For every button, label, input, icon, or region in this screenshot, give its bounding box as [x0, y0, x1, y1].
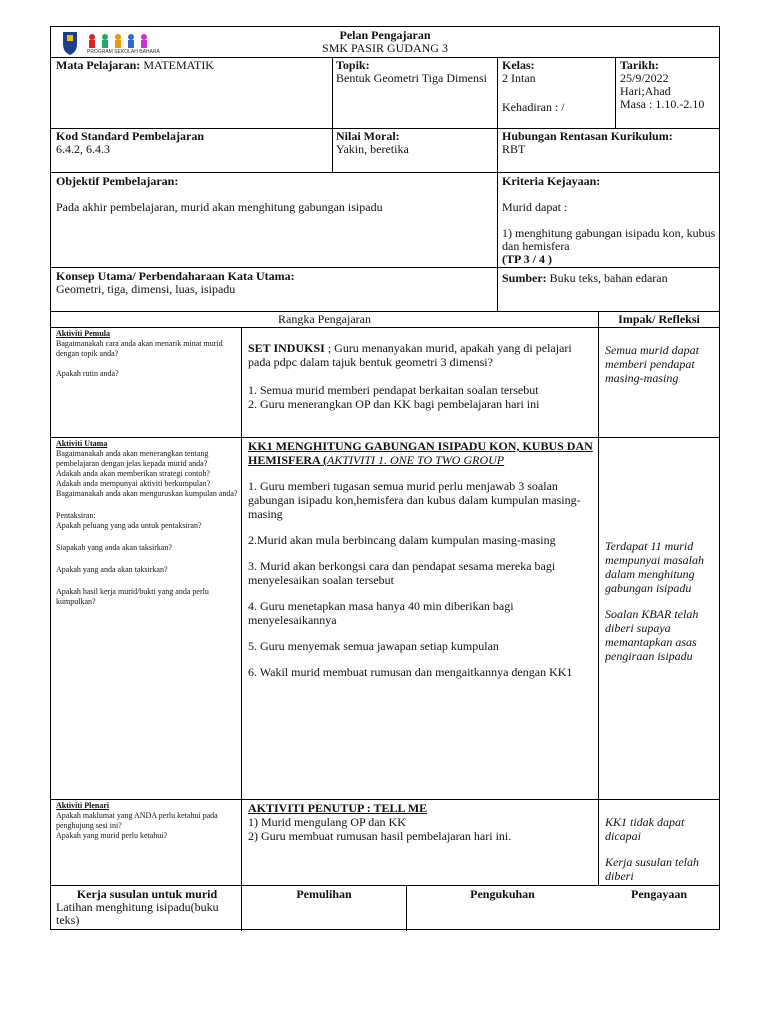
reinforce-heading: Pengukuhan: [470, 888, 535, 901]
enrich-heading: Pengayaan: [630, 888, 687, 901]
main-guide: Aktiviti Utama Bagaimanakah anda akan menerangkan tentang pembelajaran dengan jelas kepada murid anda? Adakah anda akan memberikan strategi contoh? Adakah anda mempunyai aktiviti berkumpulan? Bagaimanakah anda akan menguruskan kumpulan anda? Pentaksiran: Apakah peluang yang ada untuk pentaksiran? Siapakah yang anda akan taksirkan? Apakah yang anda akan taksirkan? Apakah hasil kerja murid/bukti yang anda perlu kumpulkan?: [56, 439, 238, 606]
main-reflection: Terdapat 11 murid mempunyai masalah dalam menghitung gabungan isipadu Soalan KBAR telah diberi supaya memantapkan asas pengiraan isipadu: [605, 539, 704, 663]
key-concept-field: Konsep Utama/ Perbendaharaan Kata Utama: Geometri, tiga, dimensi, luas, isipadu: [56, 270, 295, 296]
subject-field: Mata Pelajaran: MATEMATIK: [56, 59, 214, 72]
closing-activity: AKTIVITI PENUTUP : TELL ME 1) Murid mengulang OP dan KK 2) Guru membuat rumusan hasil pembelajaran hari ini.: [248, 801, 512, 843]
curriculum-link-field: Hubungan Rentasan Kurikulum: RBT: [502, 130, 673, 156]
source-field: Sumber: Buku teks, bahan edaran: [502, 272, 668, 285]
success-criteria-field: Kriteria Kejayaan: Murid dapat : 1) menghitung gabungan isipadu kon, kubus dan hemisfera (TP 3 / 4 ): [502, 175, 716, 266]
opening-activity: SET INDUKSI ; Guru menanyakan murid, apakah yang di pelajari pada pdpc dalam tajuk bentuk geometri 3 dimensi? 1. Semua murid memberi pendapat berkaitan soalan tersebut 2. Guru menerangkan OP dan KK bagi pembelajaran hari ini: [248, 341, 572, 411]
class-field: Kelas: 2 Intan Kehadiran : /: [502, 59, 565, 114]
lesson-plan-sheet: [50, 26, 720, 930]
school-name: SMK PASIR GUDANG 3: [322, 42, 448, 55]
page-title: Pelan Pengajaran: [339, 29, 431, 42]
remedial-heading: Pemulihan: [296, 888, 352, 901]
closing-reflection: KK1 tidak dapat dicapai Kerja susulan telah diberi: [605, 815, 700, 883]
followup-field: Kerja susulan untuk murid Latihan menghitung isipadu(buku teks): [56, 888, 219, 927]
topic-field: Topik: Bentuk Geometri Tiga Dimensi: [336, 59, 487, 85]
objective-field: Objektif Pembelajaran: Pada akhir pembelajaran, murid akan menghitung gabungan isipadu: [56, 175, 383, 214]
opening-guide: Aktiviti Pemula Bagaimanakah cara anda akan menarik minat murid dengan topik anda? Apakah rutin anda?: [56, 329, 223, 378]
main-activity: KK1 MENGHITUNG GABUNGAN ISIPADU KON, KUBUS DAN HEMISFERA (AKTIVITI 1. ONE TO TWO GROUP 1. Guru memberi tugasan semua murid perlu menjawab 3 soalan gabungan isipadu kon,hemisfera dan kubus dalam kumpulan masing-masing 2.Murid akan mula berbincang dalam kumpulan masing-masing 3. Murid akan berkongsi cara dan pendapat sesama mereka bagi menyelesaikan soalan tersebut 4. Guru menetapkan masa hanya 40 min diberikan bagi menyelesaikannya 5. Guru menyemak semua jawapan setiap kumpulan 6. Wakil murid membuat rumusan dan mengaitkannya dengan KK1: [248, 439, 593, 679]
opening-reflection: Semua murid dapat memberi pendapat masing-masing: [605, 343, 699, 385]
impact-heading: Impak/ Refleksi: [618, 313, 700, 326]
date-field: Tarikh: 25/9/2022 Hari;Ahad Masa : 1.10.-2.10: [620, 59, 705, 111]
closing-guide: Aktiviti Plenari Apakah maklumat yang ANDA perlu ketahui pada penghujung sesi ini? Apakah yang murid perlu ketahui?: [56, 801, 218, 840]
learning-standard-field: Kod Standard Pembelajaran 6.4.2, 6.4.3: [56, 130, 205, 156]
logo-caption: PROGRAM SEKOLAH BAHARA: [87, 49, 160, 55]
moral-value-field: Nilai Moral: Yakin, beretika: [336, 130, 409, 156]
framework-heading: Rangka Pengajaran: [278, 313, 371, 326]
